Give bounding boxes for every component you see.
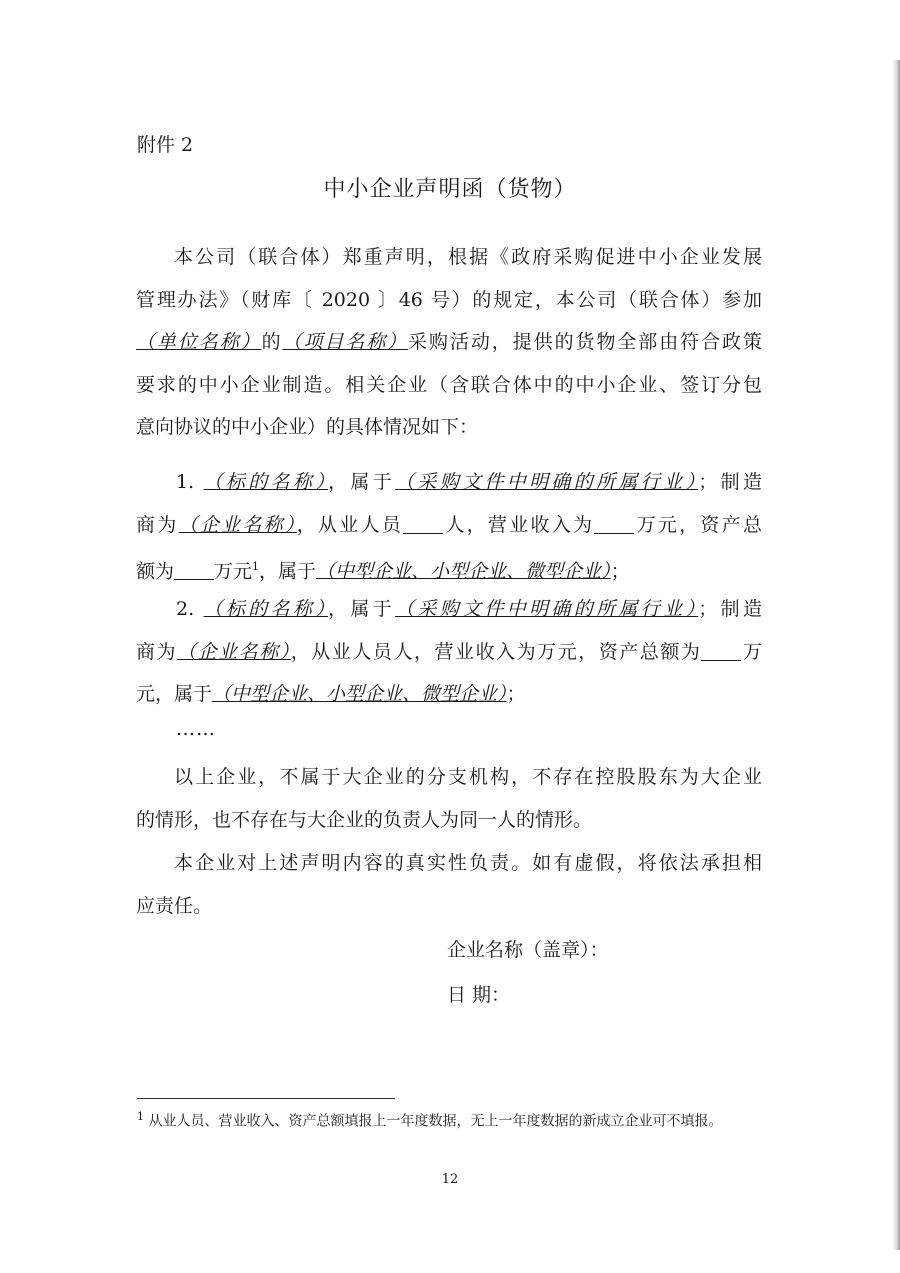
item-2-maker-suffix: ；制造 [698, 598, 762, 620]
item-1-number: 1. [176, 471, 195, 493]
item-1-assets-prefix: 额为 [136, 560, 175, 583]
statement-2-line-2: 应责任。 [136, 894, 213, 917]
intro-line-1: 本公司（联合体）郑重声明，根据《政府采购促进中小企业发展 [174, 246, 762, 268]
intro-line-4: 要求的中小企业制造。相关企业（含联合体中的中小企业、签订分包 [136, 373, 762, 396]
item-2-line-2 [136, 631, 762, 674]
scan-page-edge [892, 60, 900, 1250]
item-1-line-1 [136, 461, 762, 504]
intro-line-5: 意向协议的中小企业）的具体情况如下： [136, 416, 479, 438]
item-1-company-placeholder: （企业名称） [178, 513, 297, 536]
item-2-company-placeholder: （企业名称） [177, 640, 291, 663]
item-2-details: ，从业人员人，营业收入为万元，资产总额为 [290, 640, 702, 663]
intro-line-3-rest: 采购活动，提供的货物全部由符合政策 [408, 331, 762, 353]
page-number: 12 [441, 1172, 459, 1187]
item-1-belong: ，属于 [328, 471, 396, 493]
item-1-end: ； [610, 560, 630, 583]
item-1-size-placeholder: （中型企业、小型企业、微型企业） [316, 560, 611, 583]
item-2-end: ； [506, 683, 526, 705]
item-1-staff-blank [403, 513, 443, 534]
item-1-assets-label: 万元，资产总 [634, 513, 762, 536]
item-2-belong: ，属于 [328, 598, 396, 620]
footnote-mark: 1 [137, 1110, 144, 1123]
item-1-revenue-blank [594, 513, 634, 534]
footnote-divider [137, 1098, 395, 1099]
attachment-label: 附件 2 [137, 134, 194, 156]
item-1-maker-suffix: ；制造 [698, 471, 762, 493]
item-1-belong-2: ，属于 [259, 560, 317, 583]
footnote-reference: 1 [252, 560, 260, 573]
item-2 [136, 588, 762, 716]
item-1-industry-placeholder: （采购文件中明确的所属行业） [395, 471, 699, 493]
statement-paragraph-1 [136, 756, 762, 841]
item-1-target-placeholder: （标的名称） [203, 471, 329, 493]
document-title: 中小企业声明函（货物） [323, 177, 577, 202]
item-2-line-1 [136, 588, 762, 631]
item-2-number: 2. [176, 598, 195, 620]
item-2-line-3 [136, 673, 762, 716]
item-2-assets-blank [701, 640, 741, 661]
intro-line-3 [136, 321, 762, 364]
item-2-target-placeholder: （标的名称） [203, 598, 329, 620]
ellipsis: …… [176, 718, 216, 740]
unit-name-placeholder: （单位名称） [136, 331, 262, 353]
item-2-size-placeholder: （中型企业、小型企业、微型企业） [212, 683, 507, 705]
intro-paragraph [136, 236, 762, 449]
item-1 [136, 461, 762, 589]
item-1-assets-unit: 万元 [214, 560, 253, 583]
item-1-line-2 [136, 504, 762, 547]
item-1-revenue-label: 人，营业收入为 [443, 513, 595, 536]
company-seal-label: 企业名称（盖章）： [447, 939, 609, 961]
item-2-belong-2: 元，属于 [136, 683, 213, 705]
text-de: 的 [261, 331, 283, 353]
statement-1-line-1: 以上企业，不属于大企业的分支机构，不存在控股股东为大企业 [174, 766, 762, 788]
date-label: 日 期： [447, 984, 511, 1006]
item-2-industry-placeholder: （采购文件中明确的所属行业） [395, 598, 699, 620]
statement-1-line-2: 的情形，也不存在与大企业的负责人为同一人的情形。 [136, 808, 593, 831]
item-1-assets-blank [174, 559, 214, 580]
item-1-staff-label: ，从业人员 [296, 513, 404, 536]
intro-line-2: 管理办法》（财库〔 2020 〕46 号）的规定，本公司（联合体）参加 [136, 288, 762, 311]
item-2-maker-prefix: 商为 [136, 640, 178, 663]
statement-2-line-1: 本企业对上述声明内容的真实性负责。如有虚假，将依法承担相 [174, 852, 762, 874]
item-1-line-3 [136, 546, 762, 589]
item-1-maker-prefix: 商为 [136, 513, 179, 536]
project-name-placeholder: （项目名称） [282, 331, 409, 353]
statement-paragraph-2 [136, 842, 762, 927]
footnote-text: 从业人员、营业收入、资产总额填报上一年度数据，无上一年度数据的新成立企业可不填报。 [148, 1113, 723, 1130]
footnote [137, 1104, 759, 1135]
item-2-assets-unit: 万 [741, 640, 762, 663]
